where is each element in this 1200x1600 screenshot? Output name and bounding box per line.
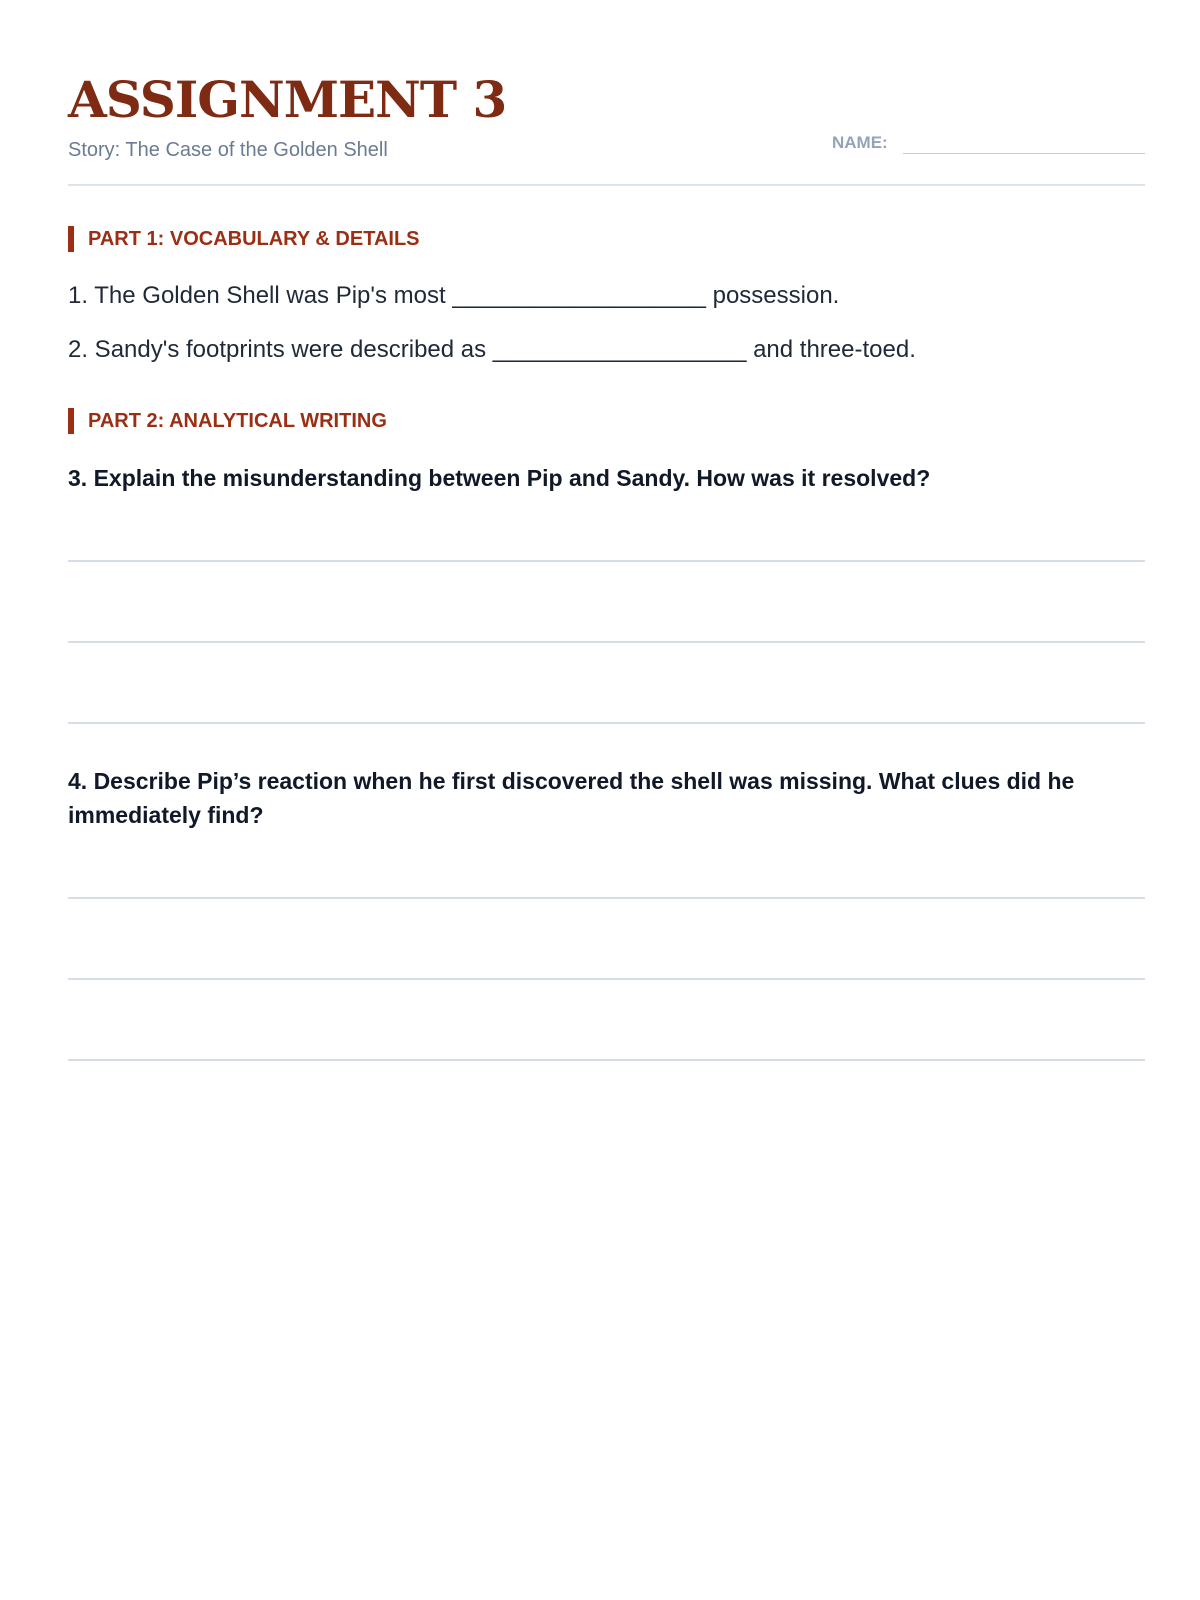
writing-question-3: 3. Explain the misunderstanding between Pip and Sandy. How was it resolved?: [68, 465, 931, 491]
worksheet-header: [68, 68, 1145, 186]
fill-in-question-1: 1. The Golden Shell was Pip's most ___________________ possession.: [68, 282, 840, 309]
section-heading-text: PART 2: ANALYTICAL WRITING: [88, 410, 387, 432]
name-label: NAME:: [832, 133, 888, 152]
answer-line[interactable]: [68, 897, 1145, 899]
section-accent-bar: [68, 226, 74, 252]
answer-line[interactable]: [68, 1059, 1145, 1061]
section-accent-bar: [68, 408, 74, 434]
section-heading-part-1: [68, 226, 1145, 252]
answer-line[interactable]: [68, 641, 1145, 643]
answer-line[interactable]: [68, 560, 1145, 562]
assignment-title: ASSIGNMENT 3: [68, 70, 507, 129]
answer-line[interactable]: [68, 978, 1145, 980]
section-heading-part-2: [68, 408, 1145, 434]
writing-question-4: 4. Describe Pip’s reaction when he first discovered the shell was missing. What clues did he immediately find?: [68, 768, 1075, 828]
story-subtitle: Story: The Case of the Golden Shell: [68, 139, 388, 161]
name-field-line[interactable]: [903, 153, 1145, 154]
section-heading-text: PART 1: VOCABULARY & DETAILS: [88, 228, 420, 250]
fill-in-question-2: 2. Sandy's footprints were described as ___________________ and three-toed.: [68, 336, 916, 363]
worksheet-page: [68, 0, 1145, 1600]
answer-line[interactable]: [68, 722, 1145, 724]
